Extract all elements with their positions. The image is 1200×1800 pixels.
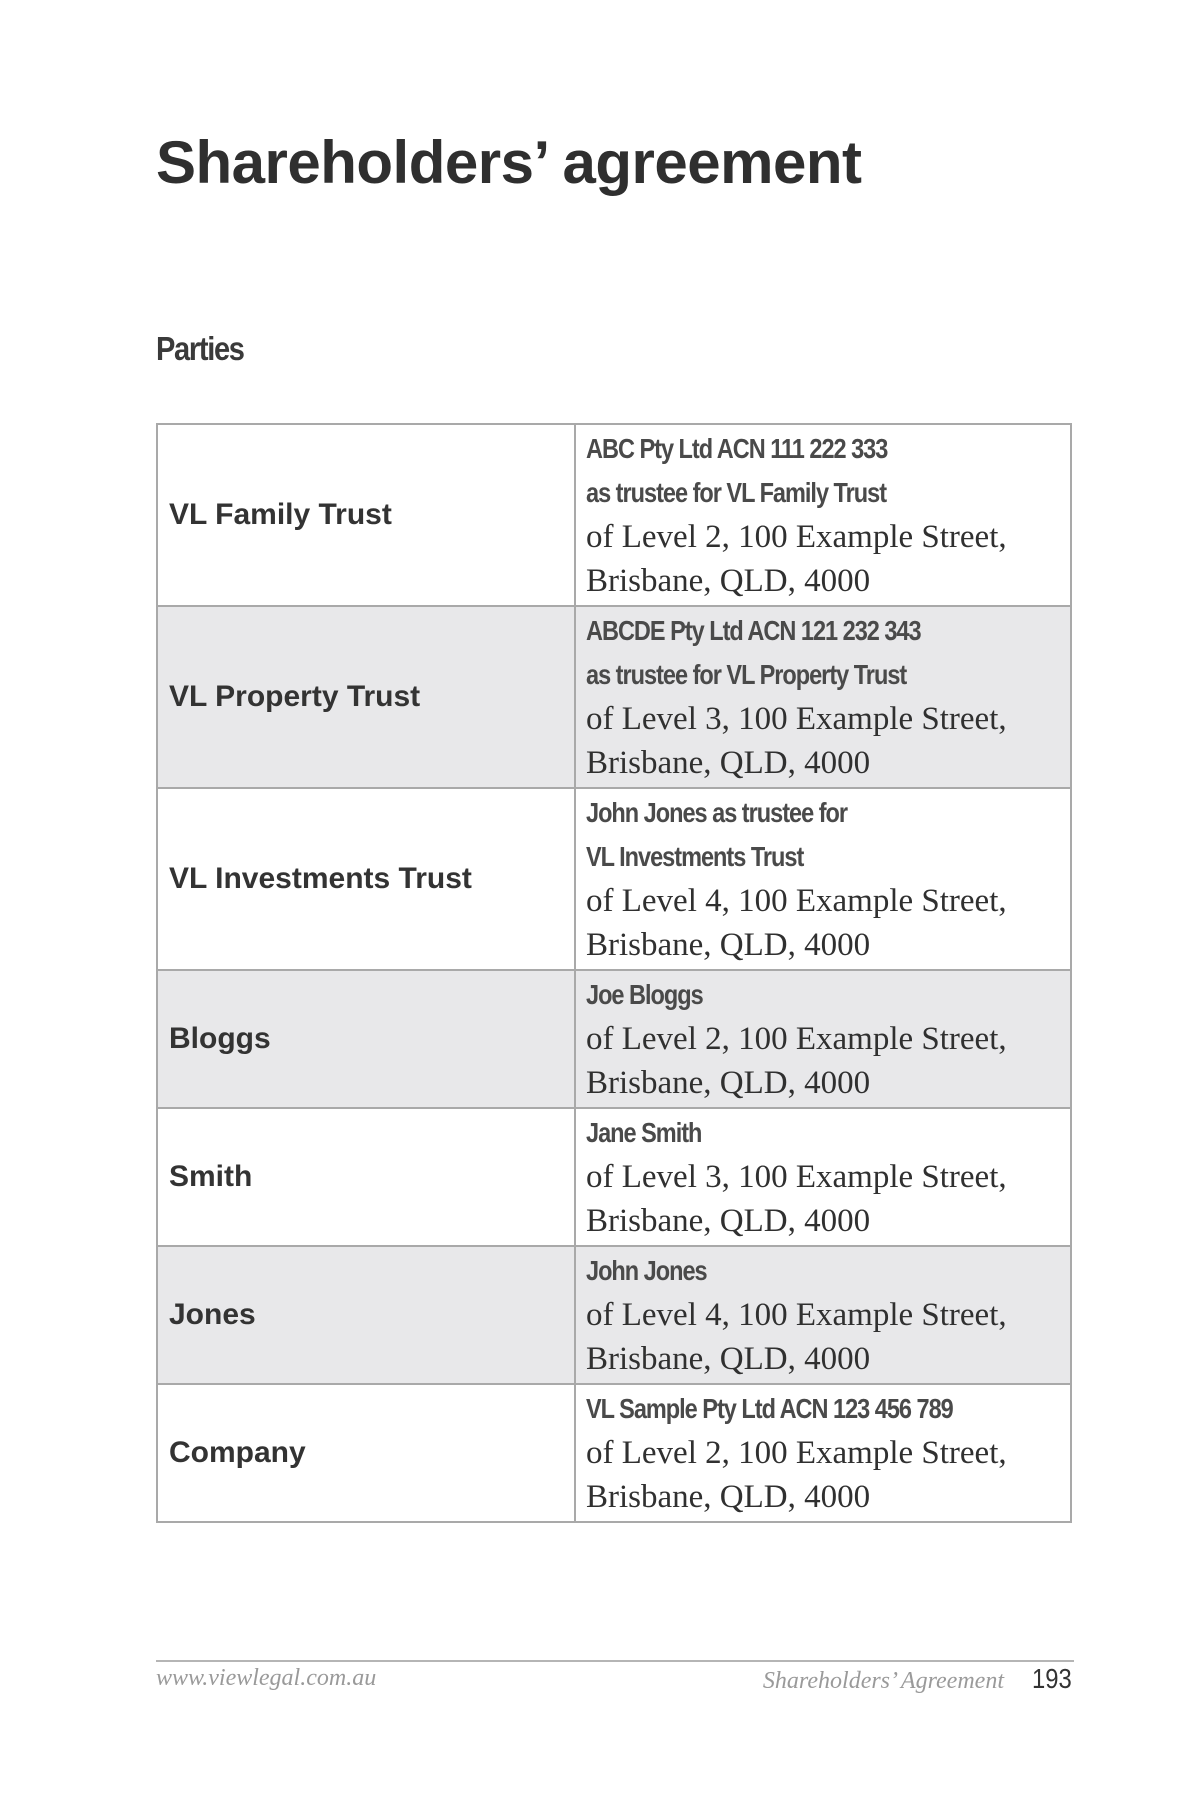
parties-table xyxy=(156,423,1072,1523)
page-number: 193 xyxy=(1032,1663,1072,1694)
party-address-line: of Level 2, 100 Example Street, xyxy=(586,1435,1007,1471)
party-details xyxy=(575,1384,1071,1522)
party-address-line: of Level 3, 100 Example Street, xyxy=(586,701,1007,737)
party-address-line: of Level 2, 100 Example Street, xyxy=(586,519,1007,555)
party-entity-name: ABC Pty Ltd ACN 111 222 333 xyxy=(586,433,888,464)
party-address-line: Brisbane, QLD, 4000 xyxy=(586,1065,871,1101)
party-entity-name: ABCDE Pty Ltd ACN 121 232 343 xyxy=(586,615,921,646)
party-entity-name: as trustee for VL Property Trust xyxy=(586,659,907,690)
table-row xyxy=(157,970,1071,1108)
party-address-line: of Level 4, 100 Example Street, xyxy=(586,1297,1007,1333)
party-details xyxy=(575,1108,1071,1246)
party-entity-name: Joe Bloggs xyxy=(586,979,703,1010)
party-details xyxy=(575,1246,1071,1384)
party-label: Smith xyxy=(157,1108,575,1246)
party-entity-name: VL Investments Trust xyxy=(586,841,804,872)
party-label: VL Investments Trust xyxy=(157,788,575,970)
party-entity-name: VL Sample Pty Ltd ACN 123 456 789 xyxy=(586,1393,953,1424)
footer-url: www.viewlegal.com.au xyxy=(156,1665,377,1691)
party-address-line: Brisbane, QLD, 4000 xyxy=(586,1341,871,1377)
party-address-line: of Level 3, 100 Example Street, xyxy=(586,1159,1007,1195)
party-label: VL Property Trust xyxy=(157,606,575,788)
party-label: Jones xyxy=(157,1246,575,1384)
party-details xyxy=(575,606,1071,788)
party-entity-name: Jane Smith xyxy=(586,1117,702,1148)
party-label: Bloggs xyxy=(157,970,575,1108)
party-address-line: Brisbane, QLD, 4000 xyxy=(586,1479,871,1515)
table-row xyxy=(157,1108,1071,1246)
party-details xyxy=(575,788,1071,970)
footer-running-title: Shareholders’ Agreement xyxy=(762,1668,1004,1694)
party-address-line: of Level 2, 100 Example Street, xyxy=(586,1021,1007,1057)
section-heading-parties: Parties xyxy=(156,330,244,367)
footer-divider xyxy=(156,1660,1074,1662)
table-row xyxy=(157,424,1071,606)
table-row xyxy=(157,1384,1071,1522)
table-row xyxy=(157,788,1071,970)
party-label: VL Family Trust xyxy=(157,424,575,606)
party-address-line: Brisbane, QLD, 4000 xyxy=(586,927,871,963)
party-details xyxy=(575,970,1071,1108)
party-address-line: Brisbane, QLD, 4000 xyxy=(586,563,871,599)
party-address-line: Brisbane, QLD, 4000 xyxy=(586,1203,871,1239)
party-address-line: of Level 4, 100 Example Street, xyxy=(586,883,1007,919)
party-label: Company xyxy=(157,1384,575,1522)
table-row xyxy=(157,1246,1071,1384)
party-address-line: Brisbane, QLD, 4000 xyxy=(586,745,871,781)
party-entity-name: as trustee for VL Family Trust xyxy=(586,477,887,508)
party-details xyxy=(575,424,1071,606)
table-row xyxy=(157,606,1071,788)
parties-table-body xyxy=(157,424,1071,1522)
party-entity-name: John Jones xyxy=(586,1255,707,1286)
page-title: Shareholders’ agreement xyxy=(156,129,862,196)
party-entity-name: John Jones as trustee for xyxy=(586,797,848,828)
